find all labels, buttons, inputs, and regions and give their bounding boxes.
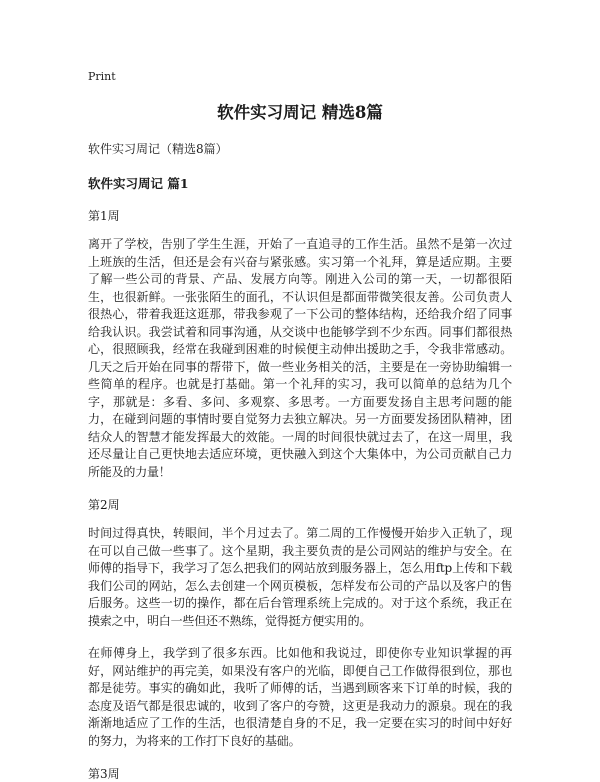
print-link[interactable]: Print — [88, 70, 116, 83]
week-paragraph: 时间过得真快，转眼间，半个月过去了。第二周的工作慢慢开始步入正轨了，现在可以自己做一些事了。这个星期，我主要负责的是公司网站的维护与安全。在师傅的指导下，我学习了怎么把我们的网站放到服务器上，怎么用ftp上传和下载我们公司的网站，怎么去创建一个网页模板，怎样发布公司的产品以及客户的售后服务。这些一切的操作，都在后台管理系统上完成的。对于这个系统，我正在摸索之中，明白一些但还不熟练，觉得挺方便实用的。 — [88, 526, 512, 628]
week-1-section — [88, 207, 512, 481]
section-heading: 软件实习周记 篇1 — [88, 176, 189, 191]
week-label: 第2周 — [88, 498, 120, 512]
week-paragraph: 离开了学校，告别了学生生涯，开始了一直追寻的工作生活。虽然不是第一次过上班族的生活，但还是会有兴奋与紧张感。实习第一个礼拜，算是适应期。主要了解一些公司的背景、产品、发展方向等。刚进入公司的第一天，一切都很陌生，也很新鲜。一张张陌生的面孔，不认识但是都面带微笑很友善。公司负责人很热心，带着我逛这逛那，带我参观了一下公司的整体结构，还给我介绍了同事给我认识。我尝试着和同事沟通，从交谈中也能够学到不少东西。同事们都很热心，很照顾我，经常在我碰到困难的时候便主动伸出援助之手，令我非常感动。几天之后开始在同事的帮带下，做一些业务相关的活，主要是在一旁协助编辑一些简单的程序。也就是打基础。第一个礼拜的实习，我可以简单的总结为几个字，那就是：多看、多问、多观察、多思考。一方面要发扬自主思考问题的能力，在碰到问题的事情时要自觉努力去独立解决。另一方面要发扬团队精神，团结众人的智慧才能发挥最大的效能。一周的时间很快就过去了，在这一周里，我还尽量让自己更快地去适应环境，更快融入到这个大集体中，为公司贡献自己力所能及的力量！ — [88, 237, 512, 479]
week-2-section — [88, 496, 512, 750]
document-title: 软件实习周记 精选8篇 — [217, 103, 383, 122]
week-label: 第1周 — [88, 209, 120, 223]
week-label: 第3周 — [88, 767, 120, 781]
week-3-section — [88, 765, 512, 782]
document-subtitle: 软件实习周记（精选8篇） — [88, 142, 228, 156]
week-paragraph: 在师傅身上，我学到了很多东西。比如他和我说过，即使你专业知识掌握的再好，网站维护的再完美，如果没有客户的光临，即便自己工作做得很到位，那也都是徒劳。事实的确如此，我听了师傅的话，当遇到顾客来下订单的时候，我的态度及语气都是很忠诚的，收到了客户的夸赞，这更是我动力的源泉。现在的我渐渐地适应了工作的生活，也很清楚自身的不足，我一定要在实习的时间中好好的努力，为将来的工作打下良好的基础。 — [88, 646, 512, 748]
